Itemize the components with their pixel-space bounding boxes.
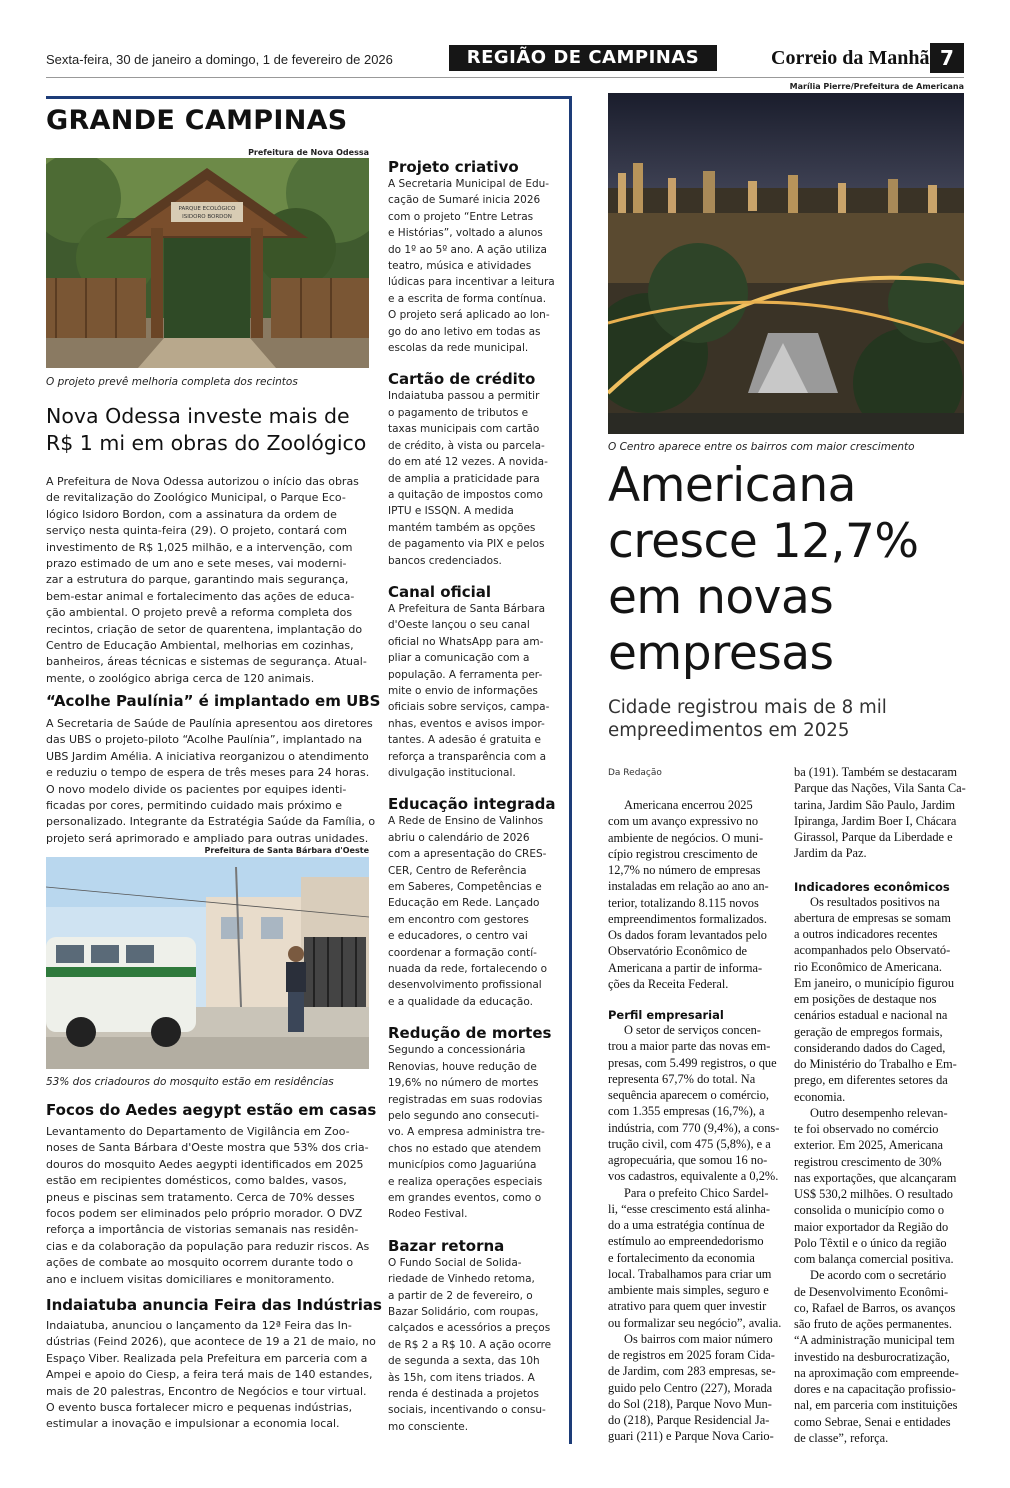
briefs-column: [388, 158, 558, 1435]
main-photo: [608, 93, 964, 434]
main-intro-text: Americana encerrou 2025 com um avanço expressivo no ambiente de negócios. O muni- cípio registrou crescimento de 12,7% no número de empresas instaladas em relação ao ano an- terior, totalizando 8.115 novos empreendimentos formalizados. Os dados foram levantados pelo Observatório Econômico de Americana a partir de informa- ções da Receita Federal.: [608, 798, 769, 991]
main-headline: Americana cresce 12,7% em novas empresas: [608, 458, 919, 681]
aedes-body: Levantamento do Departamento de Vigilância em Zoo- noses de Santa Bárbara d'Oeste mostra que 53% dos cria- douros do mosquito Aedes aegypti identificados em 2025 estão em recipientes domésticos, como baldes, vasos, pneus e piscinas sem tratamento. Cerca de 70% desses focos podem ser eliminados pelo próprio morador. O DVZ reforça a importância de vistorias semanais nas residên- cias e da colaboração da população para reduzir riscos. As ações de combate ao mosquito ocorrem durante todo o ano e incluem visitas domiciliares e monitoramento.: [46, 1125, 370, 1286]
inspector-figure: [286, 962, 306, 992]
brief-body: Indaiatuba passou a permitir o pagamento de tributos e taxas municipais com cartão de crédito, à vista ou parcela- do em até 12 vezes. A novida- de amplia a praticidade para a quitação de impostos como IPTU e ISSQN. A medida mantém também as opções de pagamento via PIX e pelos bancos credenciados.: [388, 390, 548, 567]
feira-body: Indaiatuba, anunciou o lançamento da 12ª Feira das In- dústrias (Feind 2026), que acontece de 19 a 21 de maio, no Espaço Viber. Realizada pela Prefeitura em parceria com a Ampei e apoio do Ciesp, a feira terá mais de 140 estandes, mais de 20 palestras, Encontro de Negócios e tour virtual. O evento busca fortalecer micro e pequenas indústrias, estimular a inovação e impulsionar a economia local.: [46, 1319, 376, 1431]
paulinia-body: A Secretaria de Saúde de Paulínia apresentou aos diretores das UBS o projeto-piloto “Acolhe Paulínia”, implantado na UBS Jardim Amélia. A iniciativa reorganizou o atendimento e reduziu o tempo de espera de três meses para 24 horas. O novo modelo divide os pacientes por equipes identi- ficadas por cores, permitindo cuidado mais próximo e personalizado. Integrante da Estratégia Saúde da Família, o projeto será aprimorado e ampliado para outras unidades.: [46, 717, 376, 845]
main-photo-caption: O Centro aparece entre os bairros com maior crescimento: [608, 441, 915, 453]
brief-item: [388, 370, 558, 568]
brief-title: Bazar retorna: [388, 1236, 505, 1255]
brief-body: Segundo a concessionária Renovias, houve redução de 19,6% no número de mortes registradas em suas rodovias pelo segundo ano consecuti- vo. A empresa administra tre- chos no estado que atendem municípios como Jaguariúna e realiza operações especiais em grandes eventos, como o Rodeo Festival.: [388, 1044, 545, 1221]
zoo-photo: [46, 158, 369, 368]
brief-title: Educação integrada: [388, 795, 556, 814]
main-indicators-text: Os resultados positivos na abertura de empresas se somam a outros indicadores recentes acompanhados pelo Observató- rio Econômico de Americana. Em janeiro, o município figurou em posições de destaque nos cenários estadual e nacional na geração de empregos formais, considerando dados do Caged, do Ministério do Trabalho e Em- prego, em diferentes setores da economia. Outro desempenho relevan- te foi observado no comércio exterior. Em 2025, Americana registrou crescimento de 30% nas exportações, que alcançaram US$ 530,2 milhões. O resultado consolida o município como o maior exportador da Região do Polo Têxtil e o único da região com balança comercial positiva. De acordo com o secretário de Desenvolvimento Econômi- co, Rafael de Barros, os avanços são fruto de ações permanentes. “A administração municipal tem investido na desburocratização, na aproximação com empreende- dores e na capacitação profissio- nal, em parceria com instituições como Sebrae, Senai e entidades de classe”, reforça.: [794, 894, 959, 1445]
street-inspection-image: [46, 857, 369, 1069]
brief-title: Cartão de crédito: [388, 370, 536, 389]
zoo-photo-caption: O projeto prevê melhoria completa dos recintos: [46, 376, 298, 388]
brief-item: [388, 158, 558, 356]
park-sign-text: PARQUE ECOLÓGICO: [178, 206, 236, 212]
brief-title: Redução de mortes: [388, 1024, 552, 1043]
section-title: GRANDE CAMPINAS: [46, 105, 348, 136]
section-banner: REGIÃO DE CAMPINAS: [449, 45, 717, 71]
aedes-photo-credit: Prefeitura de Santa Bárbara d'Oeste: [204, 846, 369, 855]
svg-text:ISIDORO BORDON: ISIDORO BORDON: [182, 214, 232, 220]
section-top-rule: [46, 96, 572, 99]
newspaper-logo: Correio da Manhã: [771, 47, 930, 69]
header-divider: [46, 77, 964, 78]
byline: Da Redação: [608, 768, 662, 778]
zoo-headline: [46, 403, 366, 457]
brief-title: Canal oficial: [388, 582, 492, 601]
subheading-perfil: Perfil empresarial: [608, 1008, 724, 1022]
brief-body: A Prefeitura de Santa Bárbara d'Oeste lançou o seu canal oficial no WhatsApp para am- pliar a comunicação com a população. A ferramenta per- mite o envio de informações oficiais sobre serviços, campa- nhas, eventos e avisos impor- tantes. A adesão é gratuita e reforça a transparência com a divulgação institucional.: [388, 602, 550, 779]
main-neighborhoods-text: ba (191). Também se destacaram Parque das Nações, Vila Santa Ca- tarina, Jardim São Paulo, Jardim Ipiranga, Jardim Boer I, Chácara Girassol, Parque da Liberdade e Jardim da Paz.: [794, 765, 966, 861]
main-column-2: [794, 764, 964, 1446]
brief-item: [388, 1024, 558, 1222]
brief-item: [388, 795, 558, 1010]
main-subheadline: Cidade registrou mais de 8 mil empreedimentos em 2025: [608, 697, 887, 741]
brief-body: A Rede de Ensino de Valinhos abriu o calendário de 2026 com a apresentação do CRES- CER, Centro de Referência em Saberes, Competências e Educação em Rede. Lançado em encontro com gestores e educadores, o centro vai coordenar a formação contí- nuada da rede, fortalecendo o desenvolvimento profissional e a qualidade da educação.: [388, 815, 548, 1008]
zoo-gate-image: [46, 158, 369, 368]
zoo-headline-line: Nova Odessa investe mais de: [46, 404, 350, 428]
zoo-photo-credit: Prefeitura de Nova Odessa: [248, 148, 369, 157]
city-night-aerial-image: [608, 93, 964, 434]
brief-body: A Secretaria Municipal de Edu- cação de Sumaré inicia 2026 com o projeto “Entre Letras e Histórias”, voltado a alunos do 1º ao 5º ano. A ação utiliza teatro, música e atividades lúdicas para incentivar a leitura e a escrita de forma contínua. O projeto será aplicado ao lon- go do ano letivo em todas as escolas da rede municipal.: [388, 178, 555, 355]
main-column-1: [608, 797, 782, 1445]
zoo-body: A Prefeitura de Nova Odessa autorizou o início das obras de revitalização do Zoológico Municipal, o Parque Eco- lógico Isidoro Bordon, com a assinatura da ordem de serviço nesta quinta-feira (29). O projeto, contará com investimento de R$ 1,025 milhão, e a intervenção, com prazo estimado de um ano e sete meses, vai moderni- zar a estrutura do parque, garantindo mais segurança, bem-estar animal e fortalecimento das ações de educa- ção ambiental. O projeto prevê a reforma completa dos recintos, criação de setor de quarentena, implantação do Centro de Educação Ambiental, melhorias em cozinhas, banheiros, áreas técnicas e sistemas de segurança. Atual- mente, o zoológico abriga cerca de 120 animais.: [46, 475, 367, 685]
brief-title: Projeto criativo: [388, 158, 519, 176]
subheading-indicadores: Indicadores econômicos: [794, 879, 950, 894]
aedes-headline: Focos do Aedes aegypt estão em casas: [46, 1101, 377, 1119]
brief-body: O Fundo Social de Solida- riedade de Vinhedo retoma, a partir de 2 de fevereiro, o Bazar Solidário, com roupas, calçados e acessórios a preços de R$ 2 a R$ 10. A ação ocorre de segunda a sexta, das 10h às 15h, com itens triados. A renda é destinada a projetos sociais, incentivando o consu- mo consciente.: [388, 1256, 552, 1433]
paulinia-headline: “Acolhe Paulínia” é implantado em UBS: [46, 692, 381, 710]
brief-item: [388, 583, 558, 781]
brief-item: [388, 1237, 558, 1435]
main-perfil-text: O setor de serviços concen- trou a maior parte das novas em- presas, com 5.499 registros, o que representa 67,7% do total. Na sequência aparecem o comércio, com 1.355 empresas (16,7%), a indústria, com 770 (9,4%), a cons- trução civil, com 475 (5,8%), e a agropecuária, que somou 16 no- vos cadastros, equivalente a 0,2%. Para o prefeito Chico Sardel- li, “esse crescimento está alinha- do a uma estratégia contínua de estímulo ao empreendedorismo e fortalecimento da economia local. Trabalhamos para criar um ambiente mais simples, seguro e atrativo para quem quer investir ou formalizar seu negócio”, avalia. Os bairros com maior número de registros em 2025 foram Cida- de Jardim, com 283 empresas, se- guido pelo Centro (227), Morada do Sol (218), Parque Novo Mun- do (218), Parque Residencial Ja- guari (211) e Parque Nova Cario-: [608, 1023, 782, 1444]
aedes-photo: [46, 857, 369, 1069]
section-right-rule: [569, 96, 572, 1444]
aedes-photo-caption: 53% dos criadouros do mosquito estão em residências: [46, 1076, 334, 1088]
zoo-headline-line: R$ 1 mi em obras do Zoológico: [46, 431, 367, 455]
edition-date: Sexta-feira, 30 de janeiro a domingo, 1 de fevereiro de 2026: [46, 52, 393, 67]
feira-headline: Indaiatuba anuncia Feira das Indústrias: [46, 1296, 382, 1314]
main-photo-credit: Marília Pierre/Prefeitura de Americana: [789, 82, 964, 91]
page-number: 7: [930, 43, 964, 73]
